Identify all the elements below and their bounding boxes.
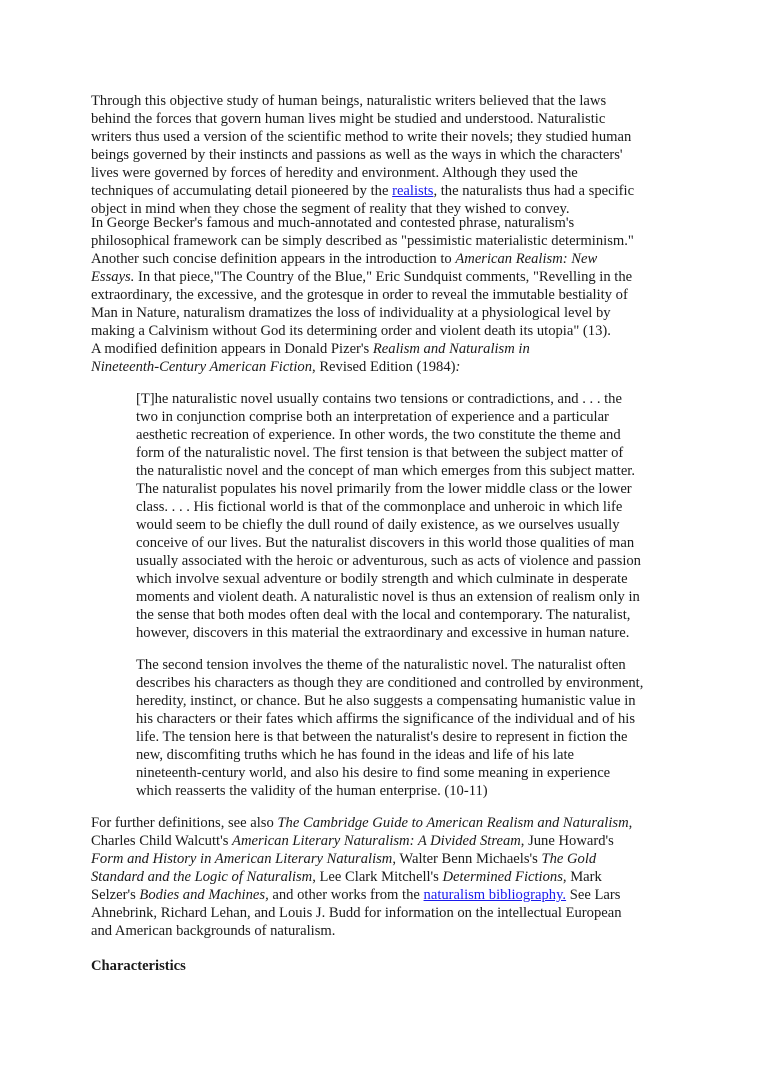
further-line-1 — [91, 814, 632, 832]
book-title: American Realism: New — [455, 251, 598, 267]
text: A modified definition appears in Donald Pizer's — [91, 341, 373, 357]
quote-p1-line: class. . . . His fictional world is that of the commonplace and unheroic in which life — [136, 499, 623, 515]
quote-p1-line: two in conjunction comprise both an interpretation of experience and a particular — [136, 409, 609, 425]
quote-p1-line: [T]he naturalistic novel usually contains two tensions or contradictions, and . . . the — [136, 391, 622, 407]
quote-p1-line: The naturalist populates his novel primarily from the lower middle class or the lower — [136, 481, 632, 497]
text: , the naturalists thus had a specific — [433, 183, 635, 199]
intro-line-3: writers thus used a version of the scientific method to write their novels; they studied human — [91, 129, 632, 145]
book-title: Determined Fictions — [442, 869, 563, 885]
further-line-2 — [91, 832, 614, 850]
book-title: Form and History in American Literary Naturalism — [91, 851, 393, 867]
becker-line-7: making a Calvinism without God its determining order and violent death its utopia" (13). — [91, 323, 611, 339]
book-title: American Literary Naturalism: A Divided Stream — [232, 833, 521, 849]
text: For further definitions, see also — [91, 815, 278, 831]
naturalism-bibliography-link[interactable]: naturalism bibliography. — [423, 887, 567, 903]
further-line-3 — [91, 850, 596, 868]
quote-p2-line: his characters or their fates which affirms the significance of the individual and of his — [136, 711, 635, 727]
colon: : — [455, 359, 461, 375]
text: Charles Child Walcutt's — [91, 833, 233, 849]
text: Selzer's — [91, 887, 140, 903]
text: , Revised Edition (1984) — [312, 359, 456, 375]
quote-p1-line: the sense that both modes often deal with the local and contemporary. The naturalist, — [136, 607, 631, 623]
becker-line-3 — [91, 250, 597, 268]
text: , Lee Clark Mitchell's — [312, 869, 443, 885]
further-line-6: Ahnebrink, Richard Lehan, and Louis J. Budd for information on the intellectual European — [91, 905, 622, 921]
quote-p2-line: nineteenth-century world, and also his desire to find some meaning in experience — [136, 765, 611, 781]
quote-p2-line: describes his characters as though they are conditioned and controlled by environment, — [136, 675, 644, 691]
text: , — [628, 815, 633, 831]
quote-p1-line: would seem to be chiefly the dull round of daily existence, as we ourselves usually — [136, 517, 620, 533]
becker-line-6: Man in Nature, naturalism dramatizes the loss of individuality at a physiological level by — [91, 305, 611, 321]
quote-p2-line: The second tension involves the theme of the naturalistic novel. The naturalist often — [136, 657, 626, 673]
further-line-5 — [91, 886, 620, 904]
intro-line-1: Through this objective study of human beings, naturalistic writers believed that the laws — [91, 93, 607, 109]
text: techniques of accumulating detail pioneered by the — [91, 183, 393, 199]
quote-p2-line: heredity, instinct, or chance. But he also suggests a compensating humanistic value in — [136, 693, 636, 709]
quote-p2-line: life. The tension here is that between the naturalist's desire to represent in fiction the — [136, 729, 628, 745]
becker-line-4 — [91, 268, 632, 286]
intro-line-4: beings governed by their instincts and passions as well as the ways in which the characters' — [91, 147, 623, 163]
text: In that piece,"The Country of the Blue," Eric Sundquist comments, "Revelling in the — [134, 269, 633, 285]
intro-line-5: lives were governed by forces of heredity and environment. Although they used the — [91, 165, 578, 181]
book-title: Essays. — [91, 269, 135, 285]
text: See Lars — [566, 887, 621, 903]
book-title: The Cambridge Guide to American Realism and Naturalism — [277, 815, 629, 831]
quote-p1-line: aesthetic recreation of experience. In other words, the two constitute the theme and — [136, 427, 621, 443]
quote-p1-line: moments and violent death. A naturalistic novel is thus an extension of realism only in — [136, 589, 640, 605]
realists-link[interactable]: realists — [392, 183, 434, 199]
further-line-4 — [91, 868, 602, 886]
book-title: Bodies and Machines, — [139, 887, 269, 903]
book-title: Nineteenth-Century American Fiction — [91, 359, 313, 375]
quote-p1-line: however, discovers in this material the extraordinary and excessive in human nature. — [136, 625, 630, 641]
becker-line-2: philosophical framework can be simply described as "pessimistic materialistic determinism." — [91, 233, 634, 249]
pizer-line-1 — [91, 340, 530, 358]
intro-line-6 — [91, 182, 634, 200]
quote-p1-line: usually associated with the heroic or adventurous, such as acts of violence and passion — [136, 553, 641, 569]
quote-p2-line: new, discomfiting truths which he has found in the ideas and life of his late — [136, 747, 574, 763]
quote-p1-line: the naturalistic novel and the concept of man which emerges from this subject matter. — [136, 463, 636, 479]
quote-p1-line: form of the naturalistic novel. The first tension is that between the subject matter of — [136, 445, 624, 461]
text: , Mark — [562, 869, 602, 885]
book-title: Standard and the Logic of Naturalism — [91, 869, 313, 885]
text: and other works from the — [268, 887, 424, 903]
section-heading-characteristics: Characteristics — [91, 958, 186, 974]
quote-p1-line: conceive of our lives. But the naturalist discovers in this world those qualities of man — [136, 535, 635, 551]
text: , Walter Benn Michaels's — [392, 851, 542, 867]
text: , June Howard's — [520, 833, 614, 849]
quote-p1-line: which involve sexual adventure or bodily strength and which culminate in desperate — [136, 571, 628, 587]
book-title: Realism and Naturalism in — [372, 341, 530, 357]
becker-line-1: In George Becker's famous and much-annotated and contested phrase, naturalism's — [91, 215, 575, 231]
pizer-line-2 — [91, 358, 460, 376]
further-line-7: and American backgrounds of naturalism. — [91, 923, 336, 939]
quote-p2-line: which reasserts the validity of the human enterprise. (10-11) — [136, 783, 488, 799]
book-title: The Gold — [541, 851, 597, 867]
becker-line-5: extraordinary, the excessive, and the grotesque in order to reveal the immutable bestiality of — [91, 287, 628, 303]
intro-line-2: behind the forces that govern human lives might be studied and understood. Naturalistic — [91, 111, 606, 127]
intro-line-7: object in mind when they chose the segment of reality that they wished to convey. — [91, 201, 570, 217]
text: Another such concise definition appears in the introduction to — [91, 251, 456, 267]
